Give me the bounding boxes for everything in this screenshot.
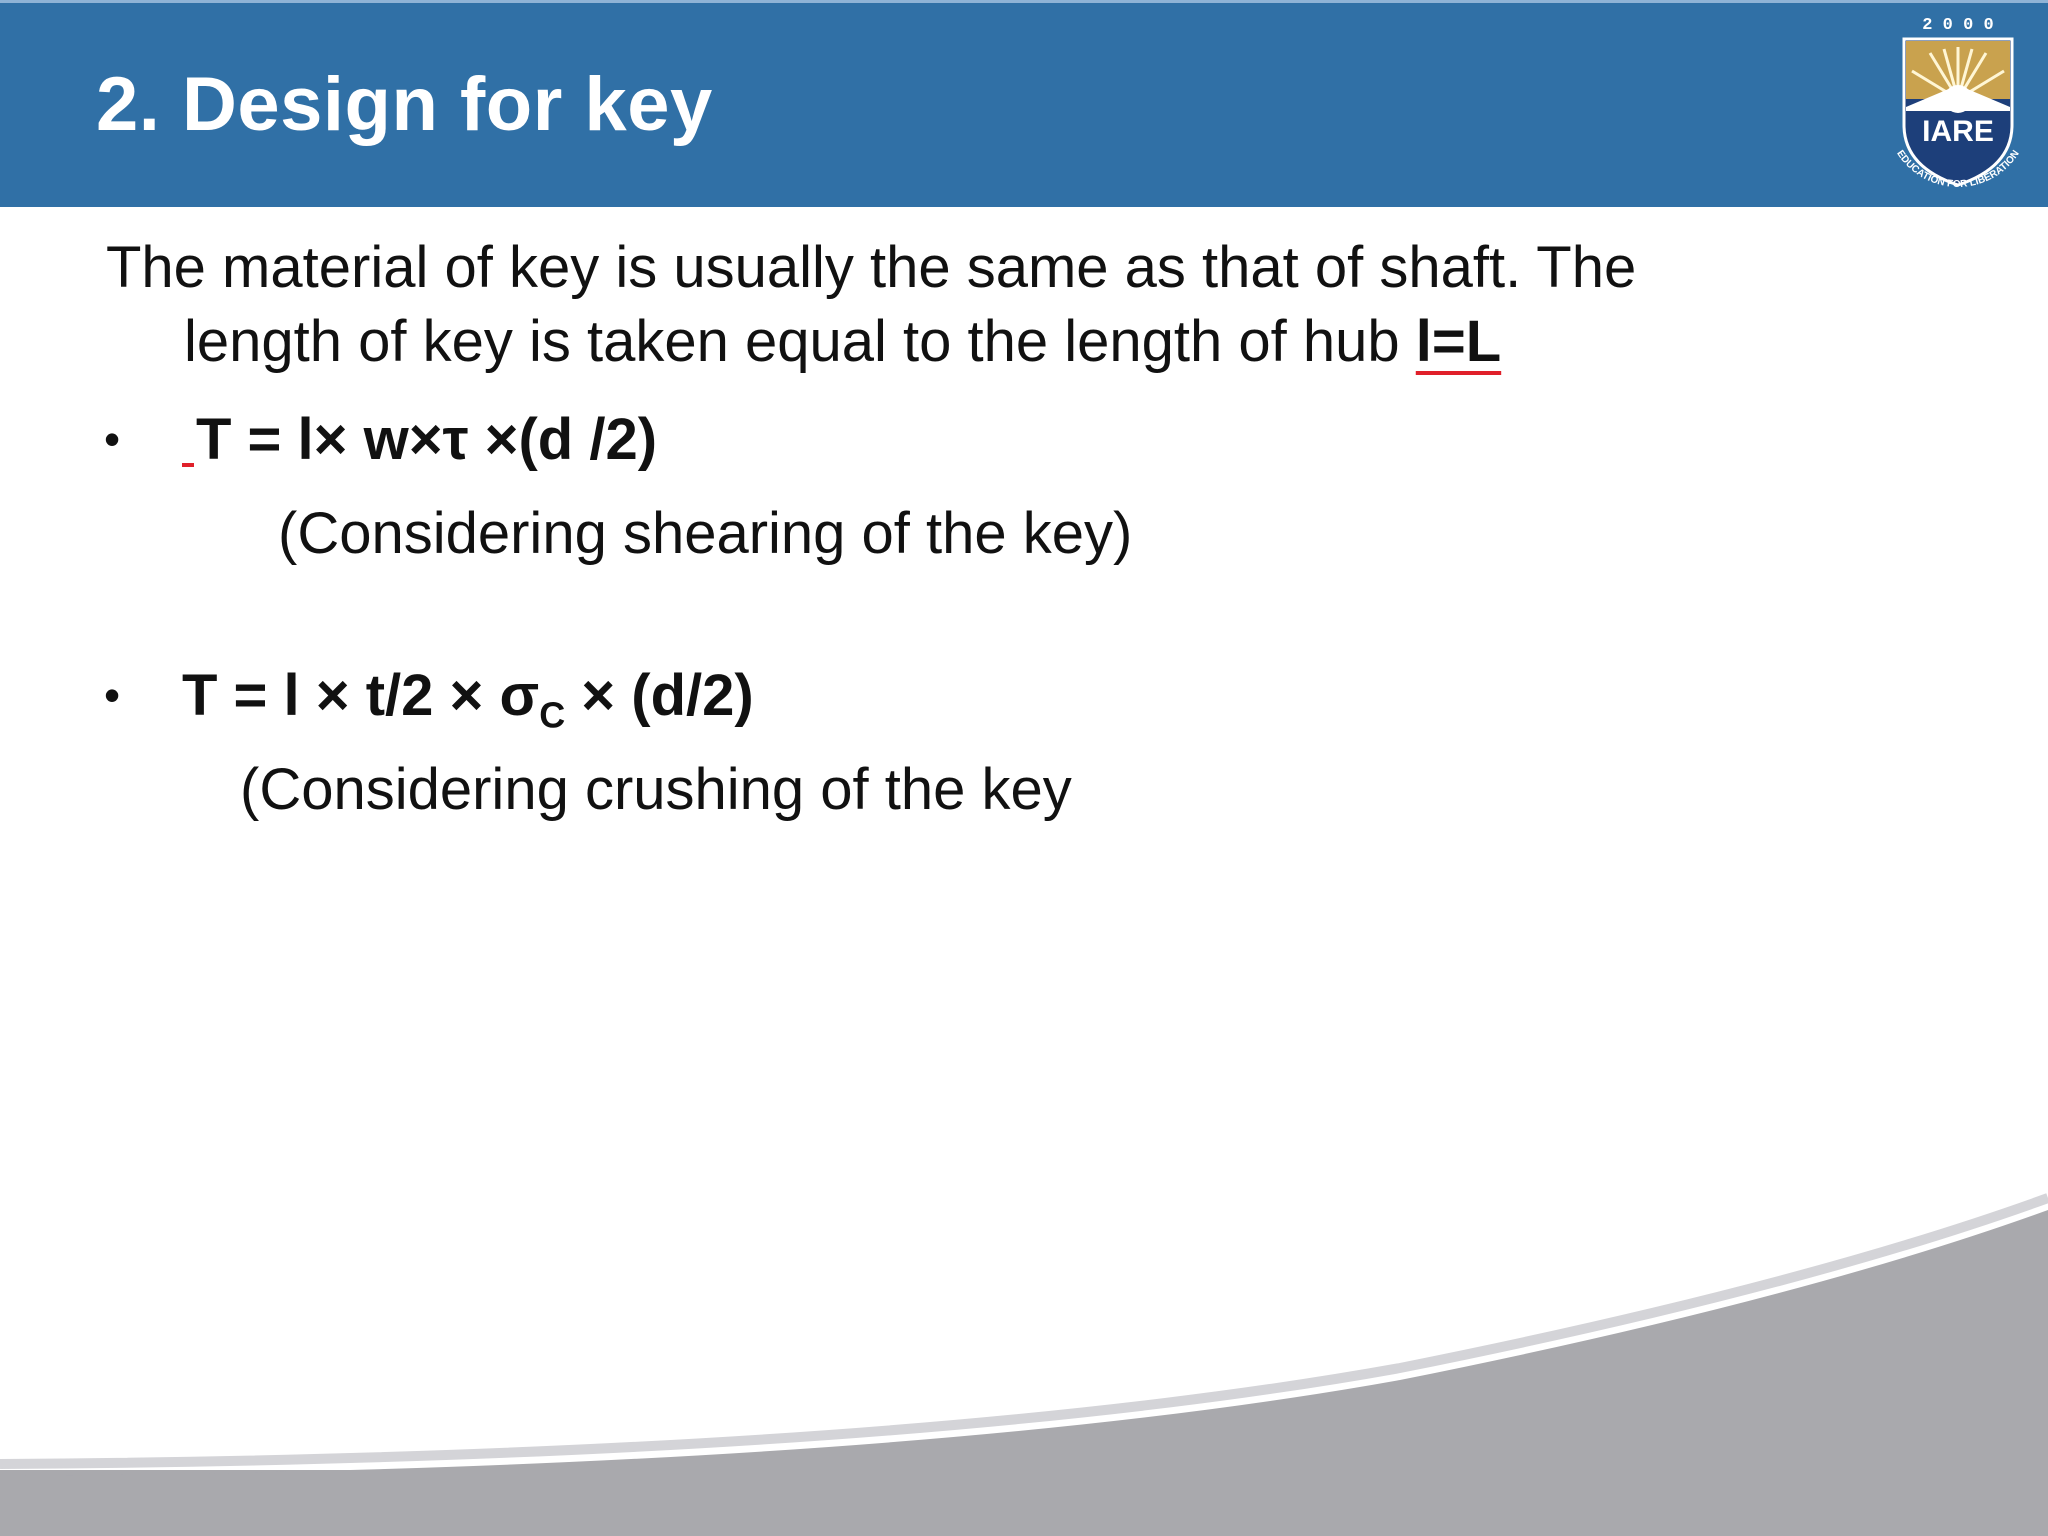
red-mark	[182, 463, 194, 467]
formula-crushing-b: × (d/2)	[565, 663, 754, 728]
formula-crushing-a: T = l × t/2 × σ	[182, 663, 540, 728]
note-crushing: (Considering crushing of the key	[240, 757, 1072, 822]
bullet-marker-1: •	[104, 413, 121, 465]
formula-crushing-sub: C	[539, 694, 566, 736]
formula-crushing	[182, 662, 754, 737]
logo-text: IARE	[1922, 115, 1994, 148]
formula-shearing: T = l× w×τ ×(d /2)	[196, 407, 658, 472]
bullet-marker-2: •	[104, 669, 121, 721]
intro-line-2-text: length of key is taken equal to the length of hub	[184, 309, 1416, 374]
logo-year: 2 0 0 0	[1922, 16, 1994, 35]
logo-motto: EDUCATION FOR LIBERATION	[1894, 148, 2022, 191]
intro-line-1: The material of key is usually the same as that of shaft. The	[106, 235, 1637, 300]
intro-emphasis: l=L	[1415, 309, 1502, 374]
slide-title: 2. Design for key	[96, 62, 713, 147]
intro-line-2	[184, 308, 1501, 375]
note-shearing: (Considering shearing of the key)	[278, 501, 1133, 566]
